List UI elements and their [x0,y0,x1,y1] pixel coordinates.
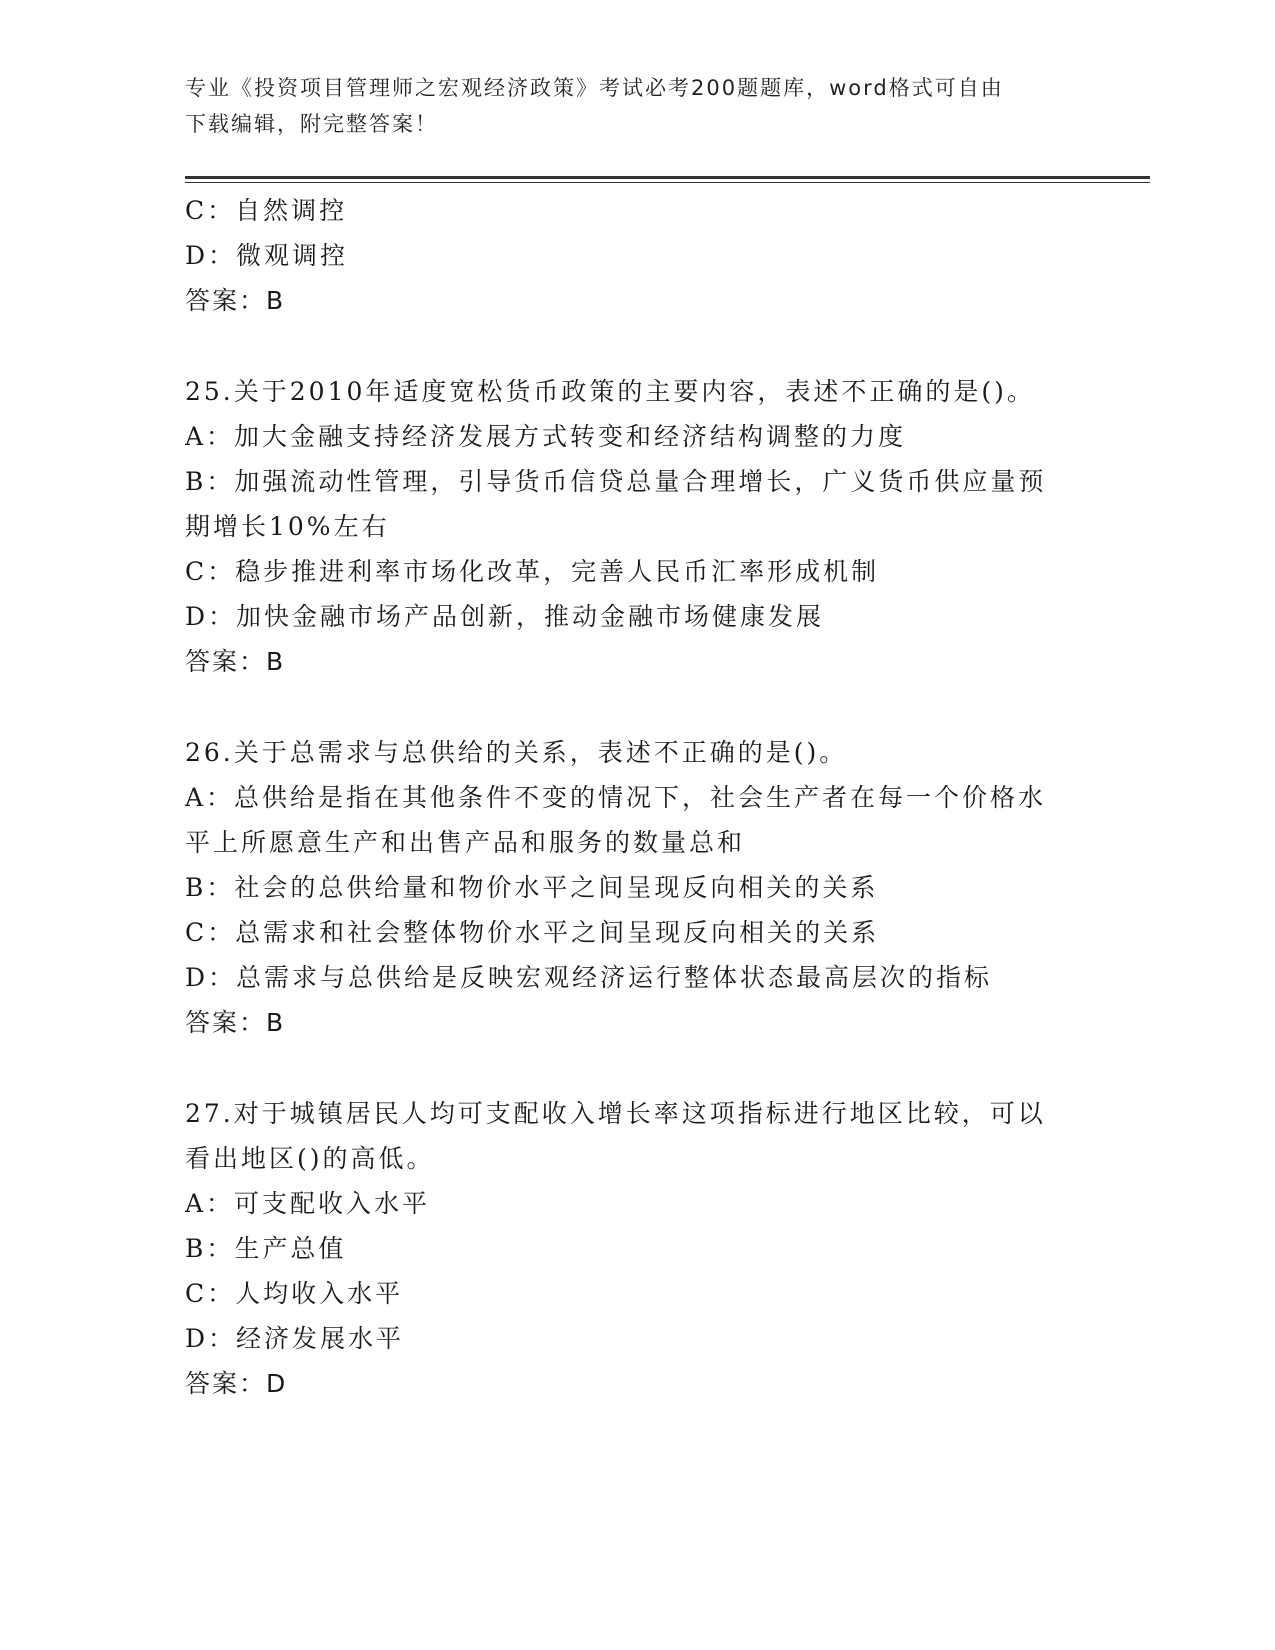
option-d: D：总需求与总供给是反映宏观经济运行整体状态最高层次的指标 [185,963,993,992]
question-content [185,188,1085,1406]
question-26 [185,730,1085,1045]
answer-line: 答案：B [185,647,286,676]
spacer [185,684,1085,730]
spacer [185,323,1085,369]
header-divider-thin [185,182,1150,183]
spacer [185,1045,1085,1091]
question-stem: 25.关于2010年适度宽松货币政策的主要内容，表述不正确的是()。 [185,377,1035,406]
question-27 [185,1091,1085,1406]
answer-line: 答案：D [185,1369,288,1398]
question-25 [185,369,1085,684]
answer-line: 答案：B [185,286,286,315]
option-a: A：加大金融支持经济发展方式转变和经济结构调整的力度 [185,422,907,451]
question-stem-line-2: 看出地区()的高低。 [185,1144,435,1173]
option-c: C：总需求和社会整体物价水平之间呈现反向相关的关系 [185,918,880,947]
header-title-line-1: 专业《投资项目管理师之宏观经济政策》考试必考200题题库，word格式可自由 [185,76,1004,100]
document-header [185,70,1065,142]
option-b-line-2: 期增长10%左右 [185,512,390,541]
option-d: D：微观调控 [185,241,349,270]
previous-question-block [185,188,1085,323]
option-a-line-1: A：总供给是指在其他条件不变的情况下，社会生产者在每一个价格水 [185,783,1047,812]
option-b: B：社会的总供给量和物价水平之间呈现反向相关的关系 [185,873,879,902]
header-divider-thick [185,176,1150,179]
option-d: D：经济发展水平 [185,1324,405,1353]
option-c: C：稳步推进利率市场化改革，完善人民币汇率形成机制 [185,557,880,586]
question-stem-line-1: 27.对于城镇居民人均可支配收入增长率这项指标进行地区比较，可以 [185,1099,1046,1128]
option-b-line-1: B：加强流动性管理，引导货币信贷总量合理增长，广义货币供应量预 [185,467,1047,496]
option-d: D：加快金融市场产品创新，推动金融市场健康发展 [185,602,825,631]
header-title-line-2: 下载编辑，附完整答案！ [185,112,438,136]
question-stem: 26.关于总需求与总供给的关系，表述不正确的是()。 [185,738,848,767]
option-b: B：生产总值 [185,1234,347,1263]
option-c: C：自然调控 [185,196,348,225]
option-a-line-2: 平上所愿意生产和出售产品和服务的数量总和 [185,828,746,857]
option-a: A：可支配收入水平 [185,1189,431,1218]
option-c: C：人均收入水平 [185,1279,404,1308]
answer-line: 答案：B [185,1008,286,1037]
